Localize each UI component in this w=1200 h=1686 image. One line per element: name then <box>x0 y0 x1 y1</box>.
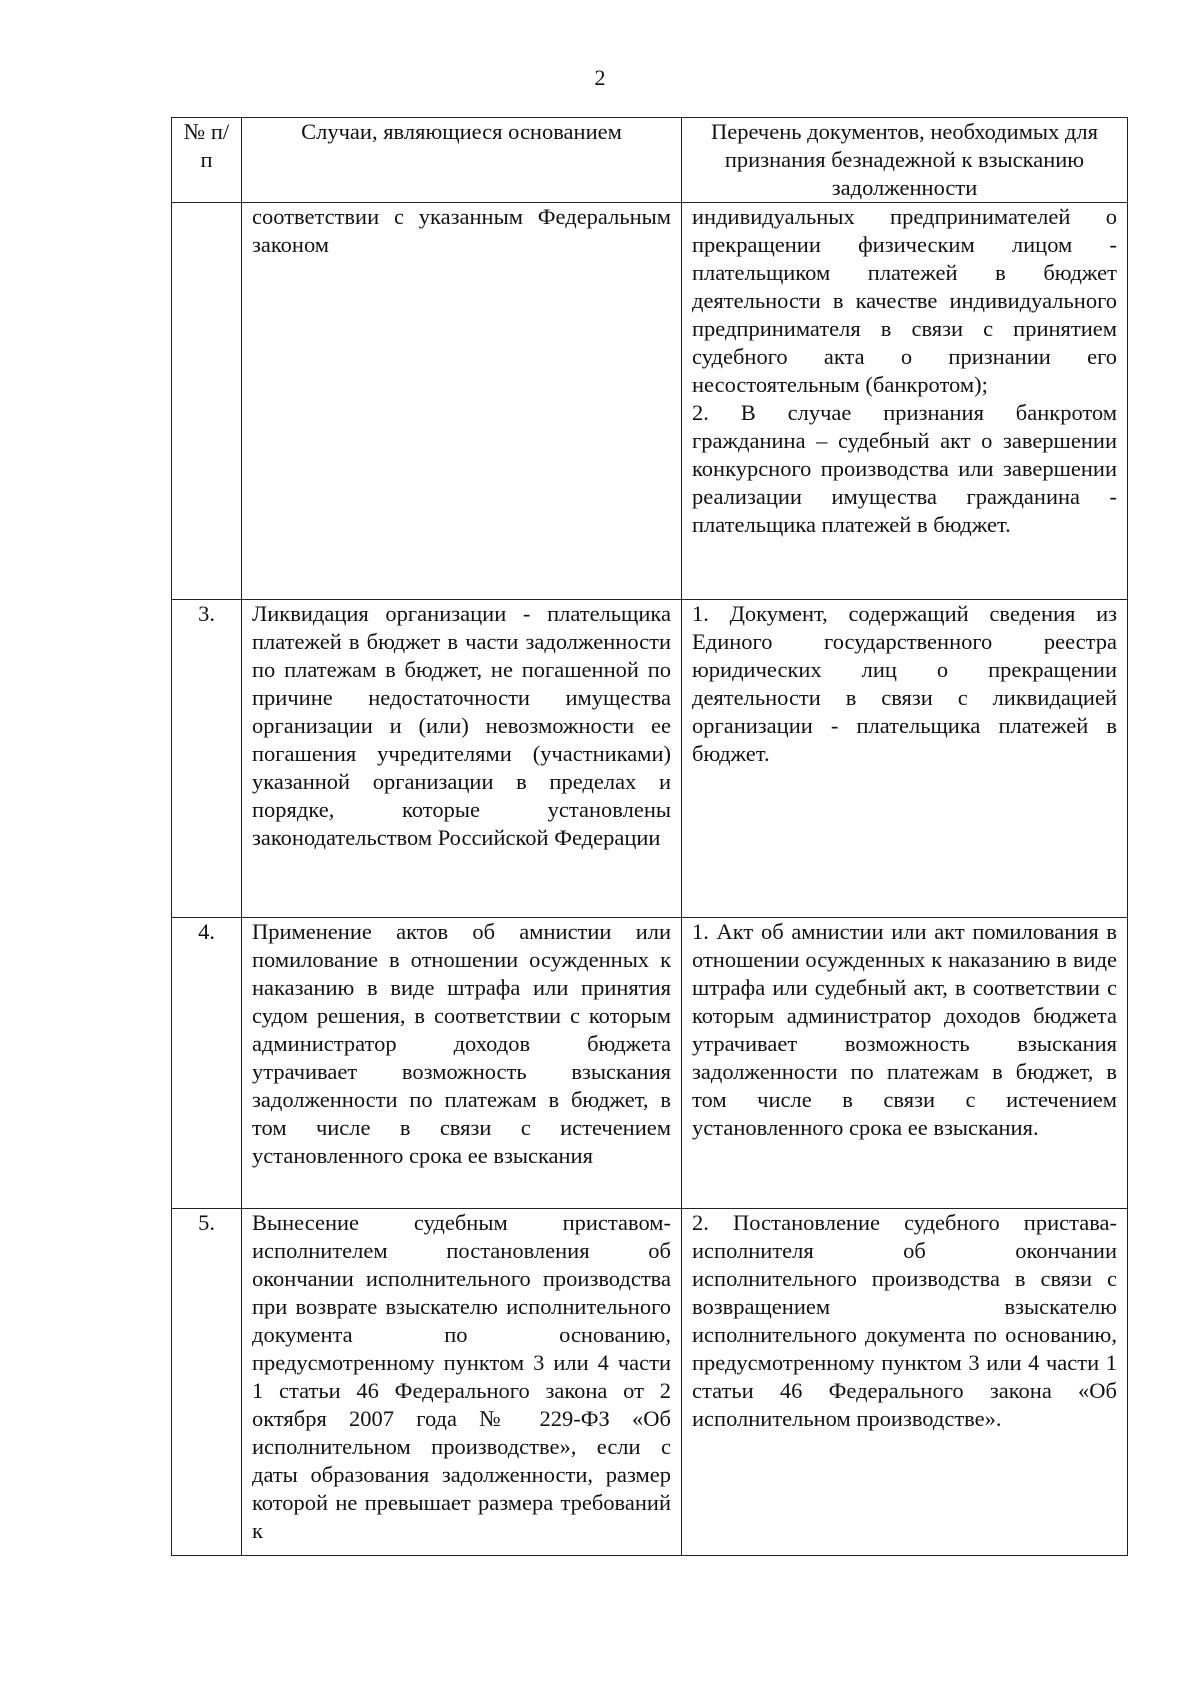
table-row <box>172 918 1128 1209</box>
table-row <box>172 203 1128 600</box>
page-number: 2 <box>594 65 606 90</box>
document-paragraph: индивидуальных предпринимателей о прекращении физическим лицом - плательщиком платежей в бюджет деятельности в качестве индивидуального предпринимателя в связи с принятием судебного акта о признании его несостоятельным (банкротом); <box>692 204 1117 397</box>
row-case: Ликвидация организации - плательщика платежей в бюджет в части задолженности по платежам в бюджет, не погашенной по причине недостаточности имущества организации и (или) невозможности ее погашения учредителями (участниками) указанной организации в пределах и порядке, которые установлены законодательством Российской Федерации <box>242 600 682 918</box>
row-number: 3. <box>172 600 242 918</box>
row-number: 4. <box>172 918 242 1209</box>
document-paragraph: 2. Постановление судебного пристава-исполнителя об окончании исполнительного производства в связи с возвращением взыскателю исполнительного документа по основанию, предусмотренному пунктом 3 или 4 части 1 статьи 46 Федерального закона «Об исполнительном производстве». <box>692 1210 1117 1431</box>
row-documents <box>682 918 1128 1209</box>
header-number: № п/п <box>172 118 242 203</box>
table-row <box>172 600 1128 918</box>
row-case: Применение актов об амнистии или помилование в отношении осужденных к наказанию в виде штрафа или принятия судом решения, в соответствии с которым администратор доходов бюджета утрачивает возможность взыскания задолженности по платежам в бюджет, в том числе в связи с истечением установленного срока ее взыскания <box>242 918 682 1209</box>
document-paragraph: 1. Документ, содержащий сведения из Единого государственного реестра юридических лиц о прекращении деятельности в связи с ликвидацией организации - плательщика платежей в бюджет. <box>692 601 1117 766</box>
row-case: соответствии с указанным Федеральным законом <box>242 203 682 600</box>
header-cases: Случаи, являющиеся основанием <box>242 118 682 203</box>
document-paragraph: 1. Акт об амнистии или акт помилования в отношении осужденных к наказанию в виде штрафа или судебный акт, в соответствии с которым администратор доходов бюджета утрачивает возможность взыскания задолженности по платежам в бюджет, в том числе в связи с истечением установленного срока ее взыскания. <box>692 919 1117 1140</box>
document-paragraph: 2. В случае признания банкротом гражданина – судебный акт о завершении конкурсного производства или завершении реализации имущества гражданина - плательщика платежей в бюджет. <box>692 400 1117 537</box>
row-case: Вынесение судебным приставом-исполнителем постановления об окончании исполнительного производства при возврате взыскателю исполнительного документа по основанию, предусмотренному пунктом 3 или 4 части 1 статьи 46 Федерального закона от 2 октября 2007 года № 229-ФЗ «Об исполнительном производстве», если с даты образования задолженности, размер которой не превышает размера требований к <box>242 1209 682 1556</box>
table-row <box>172 1209 1128 1556</box>
row-documents <box>682 1209 1128 1556</box>
header-documents: Перечень документов, необходимых для признания безнадежной к взысканию задолженности <box>682 118 1128 203</box>
table-header-row <box>172 118 1128 203</box>
documents-table <box>171 117 1128 1556</box>
row-documents <box>682 600 1128 918</box>
row-number: 5. <box>172 1209 242 1556</box>
row-number <box>172 203 242 600</box>
row-documents <box>682 203 1128 600</box>
